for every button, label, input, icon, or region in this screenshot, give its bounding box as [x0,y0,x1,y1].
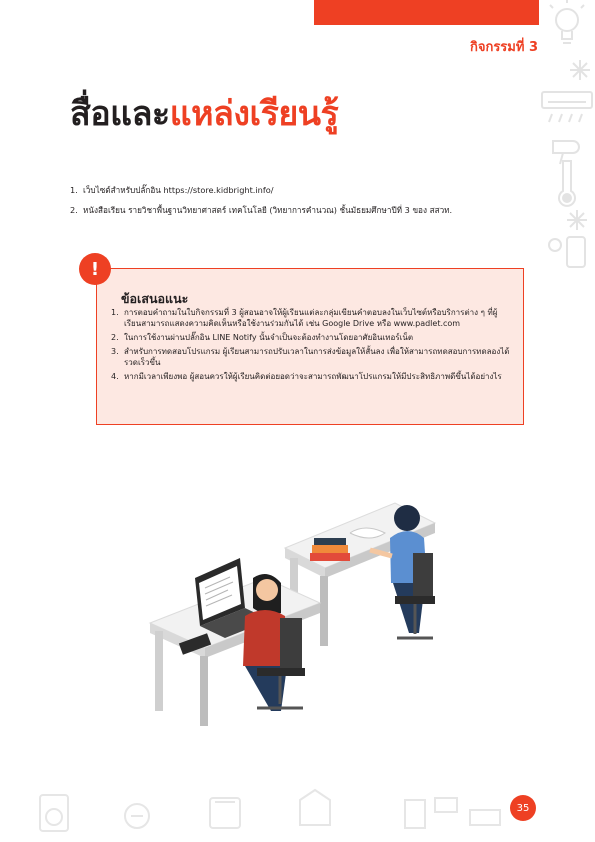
appliance-icon [545,235,590,275]
reference-list [70,180,452,220]
alert-icon: ! [79,253,111,285]
suggestion-box [96,268,524,425]
suggestion-text: การตอบคำถามในใบกิจกรรมที่ 3 ผู้สอนอาจให้ผู้เรียนแต่ละกลุ่มเขียนคำตอบลงในเว็บไซต์หรือบริการต่าง ๆ ที่ผู้เรียนสามารถแสดงความคิดเห็นหรือใช้งานร่วมกันได้ เช่น Google Drive หรือ www.padlet.com [124,308,498,328]
page-number: 35 [510,795,536,821]
activity-label: กิจกรรมที่ 3 [469,40,538,55]
suggestion-text: ในการใช้งานผ่านปลั๊กอิน LINE Notify นั้นจำเป็นจะต้องทำงานโดยอาศัยอินเทอร์เน็ต [124,332,414,342]
appliance-icons-strip [0,780,505,840]
suggestion-num: 3. [111,346,119,356]
students-at-desks-illustration [145,498,465,728]
suggestion-item [111,372,511,383]
suggestion-item [111,308,511,329]
suggestion-item [111,347,511,368]
page-title [70,86,338,140]
suggestion-text: หากมีเวลาเพียงพอ ผู้สอนควรให้ผู้เรียนคิดต่อยอดว่าจะสามารถพัฒนาโปรแกรมให้มีประสิทธิภาพดีขึ้นได้อย่างไร [124,371,502,381]
lightbulb-icon [545,0,590,55]
reference-num: 2. [70,205,78,215]
page-title-part2: แหล่งเรียนรู้ [169,94,339,134]
suggestion-num: 4. [111,371,119,381]
thermometer-icon [555,158,580,208]
snowflake-icon [567,210,587,230]
header-accent-bar [314,0,539,25]
suggestion-text: สำหรับการทดสอบโปรแกรม ผู้เรียนสามารถปรับเวลาในการส่งข้อมูลให้สั้นลง เพื่อให้สามารถทดสอบการทดลองได้รวดเร็วขึ้น [124,346,510,367]
reference-item [70,180,452,200]
reference-item [70,200,452,220]
page-title-part1: สื่อและ [70,94,170,134]
air-conditioner-icon [540,90,595,130]
snowflake-icon [570,60,590,80]
suggestion-num: 2. [111,332,119,342]
reference-num: 1. [70,185,78,195]
suggestion-title: ข้อเสนอแนะ [121,291,189,306]
suggestion-list [111,308,511,386]
suggestion-item [111,333,511,344]
suggestion-num: 1. [111,308,119,317]
reference-text: หนังสือเรียน รายวิชาพื้นฐานวิทยาศาสตร์ เทคโนโลยี (วิทยาการคำนวณ) ชั้นมัธยมศึกษาปีที่ 3 ของ สสวท. [83,205,453,215]
reference-text: เว็บไซต์สำหรับปลั๊กอิน https://store.kidbright.info/ [83,185,274,195]
